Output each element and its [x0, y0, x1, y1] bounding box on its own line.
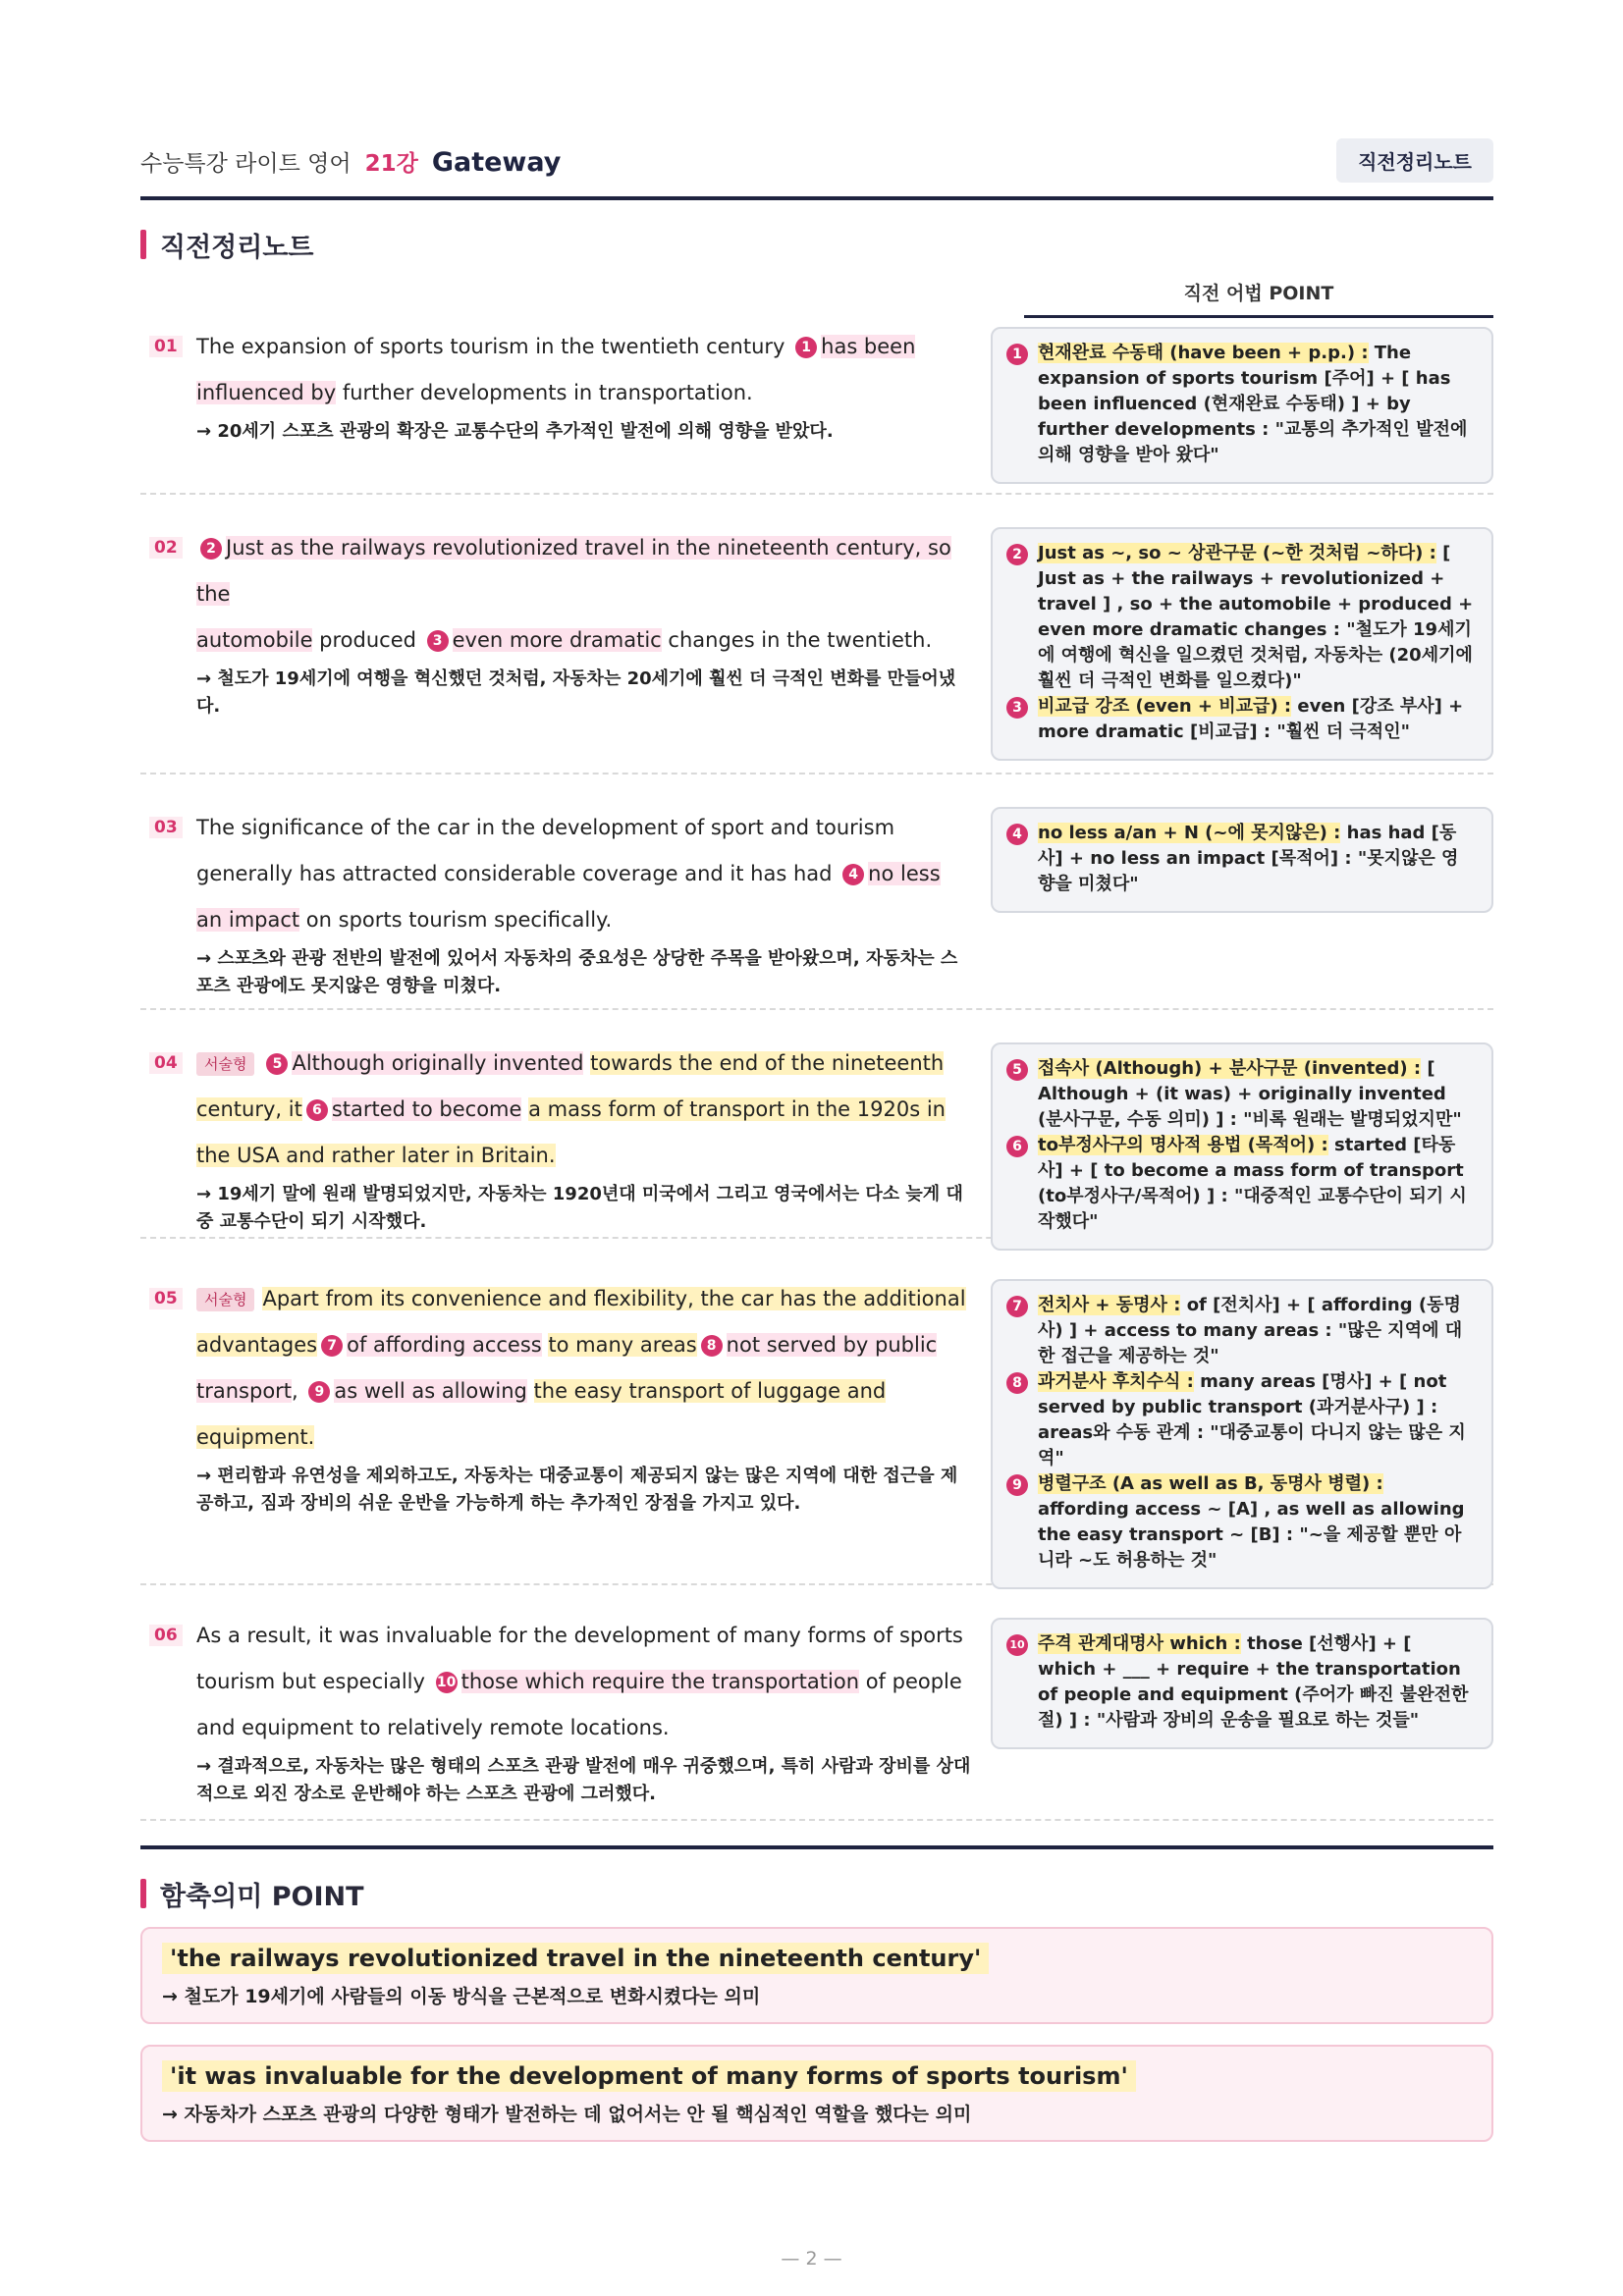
implication-title: 함축의미 POINT	[140, 1875, 364, 1913]
sentence-text: As a result, it was invaluable for the development of many forms of sports tourism but especially	[196, 1624, 963, 1693]
note-row	[1010, 341, 1474, 468]
highlight: the easy transport of luggage and equipment.	[196, 1379, 887, 1449]
korean-translation: → 철도가 19세기에 여행을 혁신했던 것처럼, 자동차는 20세기에 훨씬 더 극적인 변화를 만들어냈다.	[196, 668, 956, 717]
marker-2-icon: 2	[1006, 544, 1028, 565]
korean-translation: → 결과적으로, 자동차는 많은 형태의 스포츠 관광 발전에 매우 귀중했으며, 특히 사람과 장비를 상대적으로 외진 장소로 운반해야 하는 스포츠 관광에 그러했다.	[196, 1756, 971, 1804]
section-title: 직전정리노트	[140, 226, 314, 264]
marker-5-icon: 5	[1006, 1059, 1028, 1081]
grammar-note	[991, 327, 1493, 484]
highlight: automobile	[196, 628, 313, 652]
header-title	[140, 145, 561, 178]
highlight: of affording access	[347, 1333, 542, 1357]
note-row	[1010, 1471, 1474, 1574]
grammar-note	[991, 807, 1493, 913]
highlight: no less an impact	[196, 862, 941, 932]
highlight: Although originally invented	[292, 1051, 584, 1075]
grammar-note	[991, 1279, 1493, 1589]
english-sentence: 서술형 Apart from its convenience and flexibility, the car has the additional advantages 7 of affording access to many areas 8 not served by public transport, 9 as well as allowing the easy transport of luggage and equipment. → 편리함과 유연성을 제외하고도, 자동차는 대중교통이 제공되지 않는 많은 지역에 대한 접근을 제공하고, 짐과 장비의 쉬운 운반을 가능하게 하는 추가적인 장점을 가지고 있다.	[196, 1276, 972, 1518]
sentence-text: on sports tourism specifically.	[299, 908, 613, 932]
sentence-text: The expansion of sports tourism in the twentieth century	[196, 335, 792, 358]
korean-translation: → 스포츠와 관광 전반의 발전에 있어서 자동차의 중요성은 상당한 주목을 받아왔으며, 자동차는 스포츠 관광에도 못지않은 영향을 미쳤다.	[196, 948, 958, 996]
marker-8-icon: 8	[701, 1335, 723, 1357]
highlight: Just as the railways revolutionized travel in the nineteenth century, so the	[196, 536, 951, 606]
marker-1-icon: 1	[1006, 344, 1028, 365]
korean-translation: → 20세기 스포츠 관광의 확장은 교통수단의 추가적인 발전에 의해 영향을 받았다.	[196, 421, 834, 442]
sentence-text: further developments in transportation.	[336, 381, 753, 404]
note-row	[1010, 1631, 1474, 1734]
sentence-text: of people and equipment to relatively remote locations.	[196, 1670, 962, 1739]
note-key: 비교급 강조 (even + 비교급) :	[1038, 696, 1292, 717]
marker-2-icon: 2	[200, 538, 222, 560]
highlight: those which require the transportation	[460, 1670, 860, 1693]
note-key: 병렬구조 (A as well as B, 동명사 병렬) :	[1038, 1473, 1383, 1494]
marker-9-icon: 9	[1006, 1474, 1028, 1496]
note-key: no less a/an + N (~에 못지않은) :	[1038, 823, 1341, 843]
highlight: as well as allowing	[334, 1379, 527, 1403]
marker-4-icon: 4	[842, 864, 864, 885]
implication-quote: 'it was invaluable for the development of many forms of sports tourism'	[162, 2060, 1136, 2092]
note-row	[1010, 1133, 1474, 1235]
note-text: has had [동사] + no less an impact [목적어] : "못지않은 영향을 미쳤다"	[1038, 823, 1459, 894]
lesson-number: 21강	[364, 151, 418, 177]
marker-7-icon: 7	[321, 1335, 343, 1357]
lesson-title: Gateway	[431, 147, 562, 178]
highlight: started to become	[331, 1097, 522, 1121]
sentence-item	[140, 1613, 1493, 1821]
item-number: 04	[149, 1052, 183, 1074]
marker-1-icon: 1	[795, 337, 817, 358]
item-number: 02	[149, 537, 183, 559]
implication-quote: 'the railways revolutionized travel in the nineteenth century'	[162, 1943, 989, 1974]
course-name: 수능특강 라이트 영어	[140, 151, 352, 177]
item-number: 06	[149, 1625, 183, 1646]
note-row	[1010, 1056, 1474, 1133]
highlight: to many areas	[548, 1333, 697, 1357]
marker-6-icon: 6	[306, 1099, 328, 1121]
note-text: of [전치사] + [ affording (동명사) ] + access to many areas : "많은 지역에 대한 접근을 제공하는 것"	[1038, 1295, 1463, 1366]
grammar-note	[991, 1042, 1493, 1251]
note-row	[1010, 1369, 1474, 1471]
item-number: 05	[149, 1288, 183, 1309]
item-number: 01	[149, 336, 183, 357]
highlight: has been	[821, 335, 916, 358]
note-key: 현재완료 수동태 (have been + p.p.) :	[1038, 343, 1369, 363]
marker-10-icon: 10	[1006, 1634, 1028, 1656]
korean-translation: → 19세기 말에 원래 발명되었지만, 자동차는 1920년대 미국에서 그리고 영국에서는 다소 늦게 대중 교통수단이 되기 시작했다.	[196, 1184, 963, 1232]
marker-3-icon: 3	[1006, 697, 1028, 719]
sentence-item	[140, 525, 1493, 774]
english-sentence	[196, 1613, 972, 1808]
grammar-note	[991, 527, 1493, 761]
sentence-item	[140, 1041, 1493, 1239]
english-sentence	[196, 1041, 972, 1236]
note-text: those [선행사] + [ which + ___ + require + the transportation of people and equipment (주어가 빠진 불완전한 절) ] : "사람과 장비의 운송을 필요로 하는 것들"	[1038, 1633, 1469, 1731]
english-sentence	[196, 805, 972, 1000]
sentence-text: The significance of the car in the development of sport and tourism generally has attracted considerable coverage and it has had	[196, 816, 895, 885]
note-key: 주격 관계대명사 which :	[1038, 1633, 1241, 1654]
note-key: Just as ~, so ~ 상관구문 (~한 것처럼 ~하다) :	[1038, 543, 1436, 563]
highlight: not served by public transport	[196, 1333, 938, 1403]
highlight: even more dramatic	[452, 628, 662, 652]
sentence-text: produced	[312, 628, 423, 652]
sentence-text: changes in the twentieth.	[661, 628, 933, 652]
english-sentence	[196, 324, 972, 446]
page-number: — 2 —	[781, 2248, 842, 2269]
grammar-point-header: 직전 어법 POINT	[1024, 279, 1493, 318]
sentence-item	[140, 324, 1493, 495]
divider	[140, 1845, 1493, 1849]
essay-type-tag: 서술형	[196, 1052, 254, 1076]
note-text: [ Although + (it was) + originally invented (분사구문, 수동 의미) ] : "비록 원래는 발명되었지만"	[1038, 1058, 1462, 1130]
marker-3-icon: 3	[427, 630, 449, 652]
note-key: 전치사 + 동명사 :	[1038, 1295, 1181, 1315]
english-sentence	[196, 525, 972, 721]
header-badge: 직전정리노트	[1336, 138, 1493, 183]
sentence-item	[140, 805, 1493, 1010]
implication-meaning: → 자동차가 스포츠 관광의 다양한 형태가 발전하는 데 없어서는 안 될 핵심적인 역할을 했다는 의미	[162, 2104, 972, 2125]
marker-10-icon: 10	[436, 1672, 458, 1693]
note-row	[1010, 541, 1474, 694]
highlight: a mass form of transport in the 1920s in the USA and rather later in Britain.	[196, 1097, 946, 1167]
note-text: started [타동사] + [ to become a mass form of transport (to부정사구/목적어) ] : "대중적인 교통수단이 되기 시작했다"	[1038, 1135, 1467, 1232]
note-text: [ Just as + the railways + revolutionized + travel ] , so + the automobile + produced + even more dramatic changes : "철도가 19세기에 여행에 혁신을 일으켰던 것처럼, 자동차는 (20세기에 훨씬 더 극적인 변화를 일으켰다)"	[1038, 543, 1474, 691]
note-text: many areas [명사] + [ not served by public transport (과거분사구) ] : areas와 수동 관계 : "대중교통이 다니지 않는 많은 지역"	[1038, 1371, 1466, 1468]
note-row	[1010, 1293, 1474, 1369]
note-text: The expansion of sports tourism [주어] + [ has been influenced (현재완료 수동태) ] + by further developments : "교통의 추가적인 발전에 의해 영향을 받아 왔다"	[1038, 343, 1468, 465]
note-key: 과거분사 후치수식 :	[1038, 1371, 1194, 1392]
note-text: affording access ~ [A] , as well as allowing the easy transport ~ [B] : "~을 제공할 뿐만 아니라 ~도 허용하는 것"	[1038, 1499, 1465, 1571]
essay-type-tag: 서술형	[196, 1288, 254, 1311]
item-number: 03	[149, 817, 183, 838]
implication-point	[140, 1927, 1493, 2024]
korean-translation: → 편리함과 유연성을 제외하고도, 자동차는 대중교통이 제공되지 않는 많은 지역에 대한 접근을 제공하고, 짐과 장비의 쉬운 운반을 가능하게 하는 추가적인 장점을 가지고 있다.	[196, 1466, 958, 1514]
sentence-item	[140, 1276, 1493, 1585]
page-header	[140, 137, 1493, 200]
note-row	[1010, 821, 1474, 897]
marker-6-icon: 6	[1006, 1136, 1028, 1157]
note-row	[1010, 694, 1474, 745]
highlight: towards the end of the nineteenth century, it	[196, 1051, 945, 1121]
note-text: even [강조 부사] + more dramatic [비교급] : "훨씬 더 극적인"	[1038, 696, 1464, 742]
marker-4-icon: 4	[1006, 824, 1028, 845]
marker-7-icon: 7	[1006, 1296, 1028, 1317]
implication-meaning: → 철도가 19세기에 사람들의 이동 방식을 근본적으로 변화시켰다는 의미	[162, 1986, 761, 2007]
highlight: Apart from its convenience and flexibility, the car has the additional advantages	[196, 1287, 966, 1357]
note-key: to부정사구의 명사적 용법 (목적어) :	[1038, 1135, 1328, 1155]
marker-8-icon: 8	[1006, 1372, 1028, 1394]
implication-point	[140, 2045, 1493, 2142]
marker-9-icon: 9	[308, 1381, 330, 1403]
note-key: 접속사 (Although) + 분사구문 (invented) :	[1038, 1058, 1422, 1079]
highlight: influenced by	[196, 381, 337, 404]
marker-5-icon: 5	[266, 1053, 288, 1075]
grammar-note	[991, 1618, 1493, 1749]
